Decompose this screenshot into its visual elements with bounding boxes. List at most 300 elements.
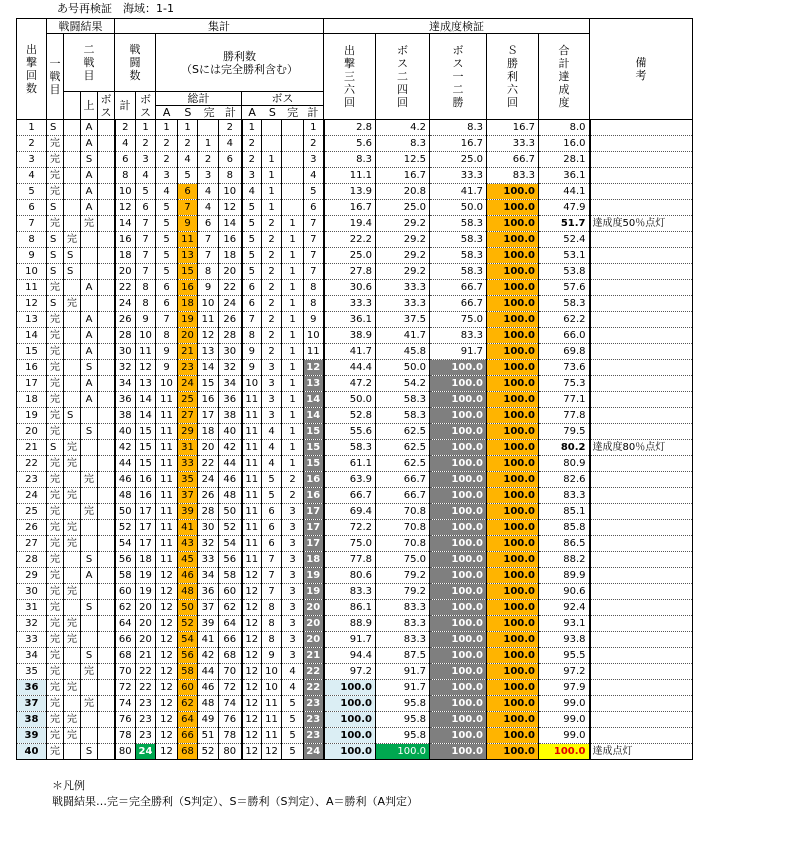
cell-result-boss[interactable]: A (81, 168, 98, 184)
cell-s-win6[interactable]: 100.0 (487, 184, 539, 200)
cell-boss-total[interactable]: 17 (304, 536, 324, 552)
cell-boss-win12[interactable]: 100.0 (430, 744, 487, 760)
cell-result-upper[interactable]: 完 (64, 296, 81, 312)
cell-win-perfect[interactable]: 46 (198, 680, 219, 696)
cell-s-win6[interactable]: 100.0 (487, 344, 539, 360)
cell-sortie[interactable]: 15 (17, 344, 47, 360)
cell-result-upper[interactable]: 完 (64, 584, 81, 600)
cell-blank[interactable] (98, 120, 115, 136)
cell-sortie36[interactable]: 50.0 (324, 392, 376, 408)
cell-battles[interactable]: 26 (115, 312, 136, 328)
cell-boss-total[interactable]: 9 (304, 312, 324, 328)
cell-boss-a[interactable]: 12 (242, 648, 262, 664)
cell-overall[interactable]: 97.2 (539, 664, 590, 680)
cell-win-total[interactable]: 40 (219, 424, 242, 440)
cell-win-total[interactable]: 68 (219, 648, 242, 664)
cell-remarks[interactable] (590, 696, 693, 712)
cell-boss-a[interactable]: 8 (242, 328, 262, 344)
cell-sortie[interactable]: 18 (17, 392, 47, 408)
cell-win-total[interactable]: 48 (219, 488, 242, 504)
cell-boss-perfect[interactable]: 3 (282, 584, 304, 600)
cell-win-total[interactable]: 14 (219, 216, 242, 232)
cell-boss-a[interactable]: 12 (242, 600, 262, 616)
cell-boss-total[interactable]: 12 (304, 360, 324, 376)
cell-win-s[interactable]: 18 (178, 296, 198, 312)
cell-overall[interactable]: 80.2 (539, 440, 590, 456)
cell-win-s[interactable]: 68 (178, 744, 198, 760)
cell-remarks[interactable] (590, 200, 693, 216)
cell-battles-boss[interactable]: 19 (136, 568, 156, 584)
cell-win-s[interactable]: 11 (178, 232, 198, 248)
cell-boss-win12[interactable]: 100.0 (430, 376, 487, 392)
cell-s-win6[interactable]: 100.0 (487, 504, 539, 520)
cell-overall[interactable]: 69.8 (539, 344, 590, 360)
cell-battles-boss[interactable]: 5 (136, 184, 156, 200)
cell-battles-boss[interactable]: 7 (136, 232, 156, 248)
cell-win-a[interactable]: 5 (156, 216, 178, 232)
cell-win-s[interactable]: 46 (178, 568, 198, 584)
cell-boss-a[interactable]: 5 (242, 216, 262, 232)
cell-blank[interactable] (98, 248, 115, 264)
cell-boss24[interactable]: 58.3 (376, 392, 430, 408)
cell-s-win6[interactable]: 100.0 (487, 200, 539, 216)
cell-result-first[interactable]: 完 (47, 184, 64, 200)
cell-battles-boss[interactable]: 8 (136, 280, 156, 296)
cell-battles[interactable]: 16 (115, 232, 136, 248)
cell-boss-s[interactable]: 2 (262, 280, 282, 296)
cell-battles-boss[interactable]: 20 (136, 632, 156, 648)
cell-result-upper[interactable]: S (64, 248, 81, 264)
cell-result-upper[interactable] (64, 216, 81, 232)
cell-boss-a[interactable]: 5 (242, 232, 262, 248)
cell-boss-win12[interactable]: 100.0 (430, 664, 487, 680)
cell-blank[interactable] (98, 584, 115, 600)
cell-sortie36[interactable]: 8.3 (324, 152, 376, 168)
cell-result-first[interactable]: S (47, 264, 64, 280)
cell-win-perfect[interactable]: 34 (198, 568, 219, 584)
cell-boss-s[interactable]: 2 (262, 216, 282, 232)
cell-sortie[interactable]: 35 (17, 664, 47, 680)
cell-blank[interactable] (98, 232, 115, 248)
cell-result-first[interactable]: 完 (47, 280, 64, 296)
cell-remarks[interactable]: 達成度50％点灯 (590, 216, 693, 232)
cell-win-perfect[interactable]: 22 (198, 456, 219, 472)
cell-result-first[interactable]: 完 (47, 344, 64, 360)
cell-boss-total[interactable]: 8 (304, 280, 324, 296)
cell-overall[interactable]: 73.6 (539, 360, 590, 376)
cell-win-total[interactable]: 56 (219, 552, 242, 568)
cell-blank[interactable] (98, 424, 115, 440)
cell-remarks[interactable] (590, 616, 693, 632)
cell-boss-total[interactable]: 23 (304, 712, 324, 728)
cell-boss-perfect[interactable] (282, 120, 304, 136)
cell-remarks[interactable] (590, 376, 693, 392)
cell-result-first[interactable]: 完 (47, 552, 64, 568)
cell-result-upper[interactable] (64, 600, 81, 616)
cell-win-s[interactable]: 43 (178, 536, 198, 552)
cell-win-s[interactable]: 37 (178, 488, 198, 504)
cell-sortie[interactable]: 13 (17, 312, 47, 328)
cell-sortie[interactable]: 9 (17, 248, 47, 264)
cell-result-boss[interactable]: A (81, 136, 98, 152)
cell-win-a[interactable]: 2 (156, 152, 178, 168)
cell-result-boss[interactable]: S (81, 424, 98, 440)
cell-remarks[interactable] (590, 728, 693, 744)
cell-result-upper[interactable]: 完 (64, 232, 81, 248)
cell-boss-win12[interactable]: 33.3 (430, 168, 487, 184)
cell-sortie[interactable]: 27 (17, 536, 47, 552)
cell-result-first[interactable]: 完 (47, 168, 64, 184)
cell-sortie[interactable]: 37 (17, 696, 47, 712)
cell-win-perfect[interactable]: 14 (198, 360, 219, 376)
cell-result-first[interactable]: 完 (47, 408, 64, 424)
cell-remarks[interactable] (590, 344, 693, 360)
cell-remarks[interactable]: 達成点灯 (590, 744, 693, 760)
cell-sortie36[interactable]: 33.3 (324, 296, 376, 312)
cell-blank[interactable] (98, 552, 115, 568)
cell-sortie[interactable]: 16 (17, 360, 47, 376)
cell-win-s[interactable]: 62 (178, 696, 198, 712)
cell-remarks[interactable] (590, 248, 693, 264)
cell-blank[interactable] (98, 312, 115, 328)
cell-boss-s[interactable]: 2 (262, 328, 282, 344)
cell-result-boss[interactable]: A (81, 312, 98, 328)
cell-battles-boss[interactable]: 21 (136, 648, 156, 664)
cell-boss24[interactable]: 79.2 (376, 584, 430, 600)
cell-boss-total[interactable]: 13 (304, 376, 324, 392)
cell-result-upper[interactable] (64, 168, 81, 184)
cell-overall[interactable]: 79.5 (539, 424, 590, 440)
cell-result-first[interactable]: 完 (47, 600, 64, 616)
cell-blank[interactable] (98, 648, 115, 664)
cell-s-win6[interactable]: 100.0 (487, 280, 539, 296)
cell-boss24[interactable]: 29.2 (376, 216, 430, 232)
cell-battles-boss[interactable]: 22 (136, 664, 156, 680)
cell-sortie36[interactable]: 69.4 (324, 504, 376, 520)
cell-sortie36[interactable]: 38.9 (324, 328, 376, 344)
cell-win-s[interactable]: 16 (178, 280, 198, 296)
cell-boss-s[interactable]: 5 (262, 488, 282, 504)
cell-result-first[interactable]: 完 (47, 312, 64, 328)
cell-s-win6[interactable]: 100.0 (487, 680, 539, 696)
cell-remarks[interactable] (590, 408, 693, 424)
cell-boss-total[interactable]: 23 (304, 728, 324, 744)
cell-remarks[interactable] (590, 488, 693, 504)
cell-battles-boss[interactable]: 19 (136, 584, 156, 600)
cell-boss-perfect[interactable]: 3 (282, 504, 304, 520)
cell-sortie[interactable]: 17 (17, 376, 47, 392)
cell-sortie[interactable]: 31 (17, 600, 47, 616)
cell-win-perfect[interactable]: 33 (198, 552, 219, 568)
cell-boss-win12[interactable]: 100.0 (430, 408, 487, 424)
cell-blank[interactable] (98, 440, 115, 456)
cell-boss-win12[interactable]: 100.0 (430, 696, 487, 712)
cell-remarks[interactable] (590, 536, 693, 552)
cell-boss-total[interactable]: 14 (304, 392, 324, 408)
cell-win-a[interactable]: 11 (156, 536, 178, 552)
cell-overall[interactable]: 58.3 (539, 296, 590, 312)
cell-result-first[interactable]: 完 (47, 488, 64, 504)
cell-boss-win12[interactable]: 100.0 (430, 568, 487, 584)
cell-boss-a[interactable]: 11 (242, 408, 262, 424)
cell-win-total[interactable]: 6 (219, 152, 242, 168)
cell-remarks[interactable] (590, 456, 693, 472)
cell-boss-perfect[interactable]: 1 (282, 328, 304, 344)
cell-result-upper[interactable] (64, 664, 81, 680)
cell-win-a[interactable]: 11 (156, 552, 178, 568)
cell-overall[interactable]: 66.0 (539, 328, 590, 344)
cell-boss-total[interactable]: 19 (304, 568, 324, 584)
cell-result-upper[interactable] (64, 648, 81, 664)
cell-s-win6[interactable]: 100.0 (487, 712, 539, 728)
cell-result-upper[interactable]: 完 (64, 712, 81, 728)
cell-result-boss[interactable]: 完 (81, 216, 98, 232)
cell-boss-total[interactable]: 17 (304, 520, 324, 536)
cell-result-upper[interactable] (64, 136, 81, 152)
cell-win-perfect[interactable]: 11 (198, 312, 219, 328)
cell-boss-s[interactable]: 12 (262, 744, 282, 760)
cell-win-a[interactable]: 12 (156, 680, 178, 696)
cell-win-total[interactable]: 26 (219, 312, 242, 328)
cell-result-first[interactable]: 完 (47, 744, 64, 760)
cell-win-perfect[interactable]: 41 (198, 632, 219, 648)
cell-battles-boss[interactable]: 7 (136, 248, 156, 264)
cell-win-a[interactable]: 11 (156, 488, 178, 504)
cell-blank[interactable] (98, 408, 115, 424)
cell-boss-s[interactable]: 1 (262, 200, 282, 216)
cell-result-boss[interactable] (81, 728, 98, 744)
cell-boss-perfect[interactable]: 3 (282, 648, 304, 664)
cell-win-s[interactable]: 52 (178, 616, 198, 632)
cell-boss-perfect[interactable]: 1 (282, 376, 304, 392)
cell-overall[interactable]: 92.4 (539, 600, 590, 616)
cell-boss-a[interactable]: 11 (242, 520, 262, 536)
cell-s-win6[interactable]: 16.7 (487, 120, 539, 136)
cell-result-boss[interactable]: 完 (81, 472, 98, 488)
cell-boss24[interactable]: 70.8 (376, 520, 430, 536)
cell-battles[interactable]: 50 (115, 504, 136, 520)
cell-boss24[interactable]: 62.5 (376, 456, 430, 472)
cell-win-perfect[interactable]: 20 (198, 440, 219, 456)
cell-boss-perfect[interactable]: 1 (282, 392, 304, 408)
cell-battles-boss[interactable]: 17 (136, 520, 156, 536)
cell-battles[interactable]: 24 (115, 296, 136, 312)
cell-win-a[interactable]: 7 (156, 312, 178, 328)
cell-win-total[interactable]: 46 (219, 472, 242, 488)
cell-battles[interactable]: 66 (115, 632, 136, 648)
cell-result-boss[interactable] (81, 536, 98, 552)
cell-remarks[interactable] (590, 120, 693, 136)
cell-s-win6[interactable]: 100.0 (487, 536, 539, 552)
cell-win-a[interactable]: 12 (156, 568, 178, 584)
cell-boss-a[interactable]: 9 (242, 360, 262, 376)
cell-boss-s[interactable]: 1 (262, 152, 282, 168)
cell-sortie[interactable]: 28 (17, 552, 47, 568)
cell-result-upper[interactable] (64, 280, 81, 296)
cell-battles-boss[interactable]: 18 (136, 552, 156, 568)
cell-win-a[interactable]: 6 (156, 280, 178, 296)
cell-sortie36[interactable]: 11.1 (324, 168, 376, 184)
cell-battles-boss[interactable]: 20 (136, 616, 156, 632)
cell-battles[interactable]: 42 (115, 440, 136, 456)
cell-overall[interactable]: 77.8 (539, 408, 590, 424)
cell-result-boss[interactable] (81, 616, 98, 632)
cell-battles[interactable]: 48 (115, 488, 136, 504)
cell-boss-s[interactable]: 11 (262, 712, 282, 728)
cell-sortie36[interactable]: 100.0 (324, 696, 376, 712)
cell-s-win6[interactable]: 100.0 (487, 424, 539, 440)
cell-blank[interactable] (98, 744, 115, 760)
cell-win-s[interactable]: 39 (178, 504, 198, 520)
cell-win-total[interactable]: 64 (219, 616, 242, 632)
cell-boss-a[interactable]: 1 (242, 120, 262, 136)
cell-boss24[interactable]: 4.2 (376, 120, 430, 136)
cell-boss-s[interactable] (262, 136, 282, 152)
cell-boss24[interactable]: 66.7 (376, 472, 430, 488)
cell-win-perfect[interactable]: 10 (198, 296, 219, 312)
cell-sortie[interactable]: 40 (17, 744, 47, 760)
cell-result-first[interactable]: 完 (47, 136, 64, 152)
cell-remarks[interactable] (590, 472, 693, 488)
cell-boss-perfect[interactable]: 3 (282, 632, 304, 648)
cell-win-a[interactable]: 5 (156, 248, 178, 264)
cell-boss-total[interactable]: 22 (304, 680, 324, 696)
cell-result-upper[interactable] (64, 424, 81, 440)
cell-win-perfect[interactable]: 17 (198, 408, 219, 424)
cell-battles[interactable]: 44 (115, 456, 136, 472)
cell-boss-win12[interactable]: 100.0 (430, 456, 487, 472)
cell-remarks[interactable] (590, 632, 693, 648)
cell-blank[interactable] (98, 296, 115, 312)
cell-remarks[interactable] (590, 232, 693, 248)
cell-boss-win12[interactable]: 66.7 (430, 280, 487, 296)
cell-boss-win12[interactable]: 16.7 (430, 136, 487, 152)
cell-boss-perfect[interactable]: 3 (282, 600, 304, 616)
cell-win-perfect[interactable]: 12 (198, 328, 219, 344)
cell-sortie[interactable]: 38 (17, 712, 47, 728)
cell-boss24[interactable]: 54.2 (376, 376, 430, 392)
cell-boss24[interactable]: 91.7 (376, 664, 430, 680)
cell-sortie36[interactable]: 97.2 (324, 664, 376, 680)
cell-battles-boss[interactable]: 23 (136, 712, 156, 728)
cell-win-s[interactable]: 56 (178, 648, 198, 664)
cell-battles-boss[interactable]: 16 (136, 472, 156, 488)
cell-boss-win12[interactable]: 8.3 (430, 120, 487, 136)
cell-win-perfect[interactable]: 16 (198, 392, 219, 408)
cell-sortie[interactable]: 8 (17, 232, 47, 248)
cell-sortie[interactable]: 11 (17, 280, 47, 296)
cell-result-upper[interactable] (64, 392, 81, 408)
cell-overall[interactable]: 28.1 (539, 152, 590, 168)
cell-result-boss[interactable]: S (81, 152, 98, 168)
cell-s-win6[interactable]: 100.0 (487, 472, 539, 488)
cell-battles[interactable]: 2 (115, 120, 136, 136)
cell-s-win6[interactable]: 100.0 (487, 696, 539, 712)
cell-win-s[interactable]: 25 (178, 392, 198, 408)
cell-boss-win12[interactable]: 58.3 (430, 248, 487, 264)
cell-boss-total[interactable]: 8 (304, 296, 324, 312)
cell-win-total[interactable]: 44 (219, 456, 242, 472)
cell-battles-boss[interactable]: 15 (136, 456, 156, 472)
cell-sortie36[interactable]: 5.6 (324, 136, 376, 152)
cell-sortie[interactable]: 39 (17, 728, 47, 744)
cell-battles[interactable]: 64 (115, 616, 136, 632)
cell-remarks[interactable] (590, 568, 693, 584)
cell-boss-s[interactable]: 4 (262, 456, 282, 472)
cell-result-boss[interactable] (81, 584, 98, 600)
cell-win-s[interactable]: 1 (178, 120, 198, 136)
cell-boss-perfect[interactable]: 1 (282, 232, 304, 248)
cell-result-upper[interactable] (64, 152, 81, 168)
cell-boss-perfect[interactable] (282, 184, 304, 200)
cell-boss24[interactable]: 41.7 (376, 328, 430, 344)
cell-result-first[interactable]: S (47, 120, 64, 136)
cell-boss-a[interactable]: 6 (242, 280, 262, 296)
cell-boss-a[interactable]: 5 (242, 200, 262, 216)
cell-battles[interactable]: 20 (115, 264, 136, 280)
cell-boss-win12[interactable]: 91.7 (430, 344, 487, 360)
cell-win-a[interactable]: 12 (156, 632, 178, 648)
cell-boss-win12[interactable]: 58.3 (430, 216, 487, 232)
cell-s-win6[interactable]: 100.0 (487, 296, 539, 312)
cell-boss-win12[interactable]: 100.0 (430, 504, 487, 520)
cell-blank[interactable] (98, 360, 115, 376)
cell-battles-boss[interactable]: 17 (136, 536, 156, 552)
cell-result-first[interactable]: 完 (47, 456, 64, 472)
cell-boss-a[interactable]: 11 (242, 440, 262, 456)
cell-win-perfect[interactable]: 32 (198, 536, 219, 552)
cell-s-win6[interactable]: 100.0 (487, 456, 539, 472)
cell-boss24[interactable]: 91.7 (376, 680, 430, 696)
cell-result-upper[interactable]: 完 (64, 680, 81, 696)
cell-blank[interactable] (98, 392, 115, 408)
cell-result-first[interactable]: 完 (47, 360, 64, 376)
cell-boss-a[interactable]: 11 (242, 472, 262, 488)
cell-boss-total[interactable]: 1 (304, 120, 324, 136)
cell-battles-boss[interactable]: 12 (136, 360, 156, 376)
cell-boss-s[interactable]: 1 (262, 168, 282, 184)
cell-boss-win12[interactable]: 58.3 (430, 264, 487, 280)
cell-boss-s[interactable]: 2 (262, 312, 282, 328)
cell-boss24[interactable]: 50.0 (376, 360, 430, 376)
cell-battles-boss[interactable]: 6 (136, 200, 156, 216)
cell-remarks[interactable] (590, 520, 693, 536)
cell-overall[interactable]: 80.9 (539, 456, 590, 472)
cell-battles[interactable]: 6 (115, 152, 136, 168)
cell-blank[interactable] (98, 152, 115, 168)
cell-win-perfect[interactable]: 48 (198, 696, 219, 712)
cell-result-boss[interactable]: A (81, 392, 98, 408)
cell-remarks[interactable] (590, 264, 693, 280)
cell-battles[interactable]: 8 (115, 168, 136, 184)
cell-sortie36[interactable]: 100.0 (324, 680, 376, 696)
cell-remarks[interactable] (590, 280, 693, 296)
cell-boss-s[interactable]: 7 (262, 552, 282, 568)
cell-win-total[interactable]: 28 (219, 328, 242, 344)
cell-result-first[interactable]: 完 (47, 664, 64, 680)
cell-sortie36[interactable]: 52.8 (324, 408, 376, 424)
cell-battles-boss[interactable]: 4 (136, 168, 156, 184)
cell-sortie[interactable]: 12 (17, 296, 47, 312)
cell-boss-total[interactable]: 16 (304, 472, 324, 488)
cell-sortie36[interactable]: 63.9 (324, 472, 376, 488)
cell-win-a[interactable]: 3 (156, 168, 178, 184)
cell-boss-win12[interactable]: 41.7 (430, 184, 487, 200)
cell-result-first[interactable]: 完 (47, 680, 64, 696)
cell-boss-perfect[interactable]: 4 (282, 680, 304, 696)
cell-win-perfect[interactable]: 52 (198, 744, 219, 760)
cell-boss-a[interactable]: 4 (242, 184, 262, 200)
